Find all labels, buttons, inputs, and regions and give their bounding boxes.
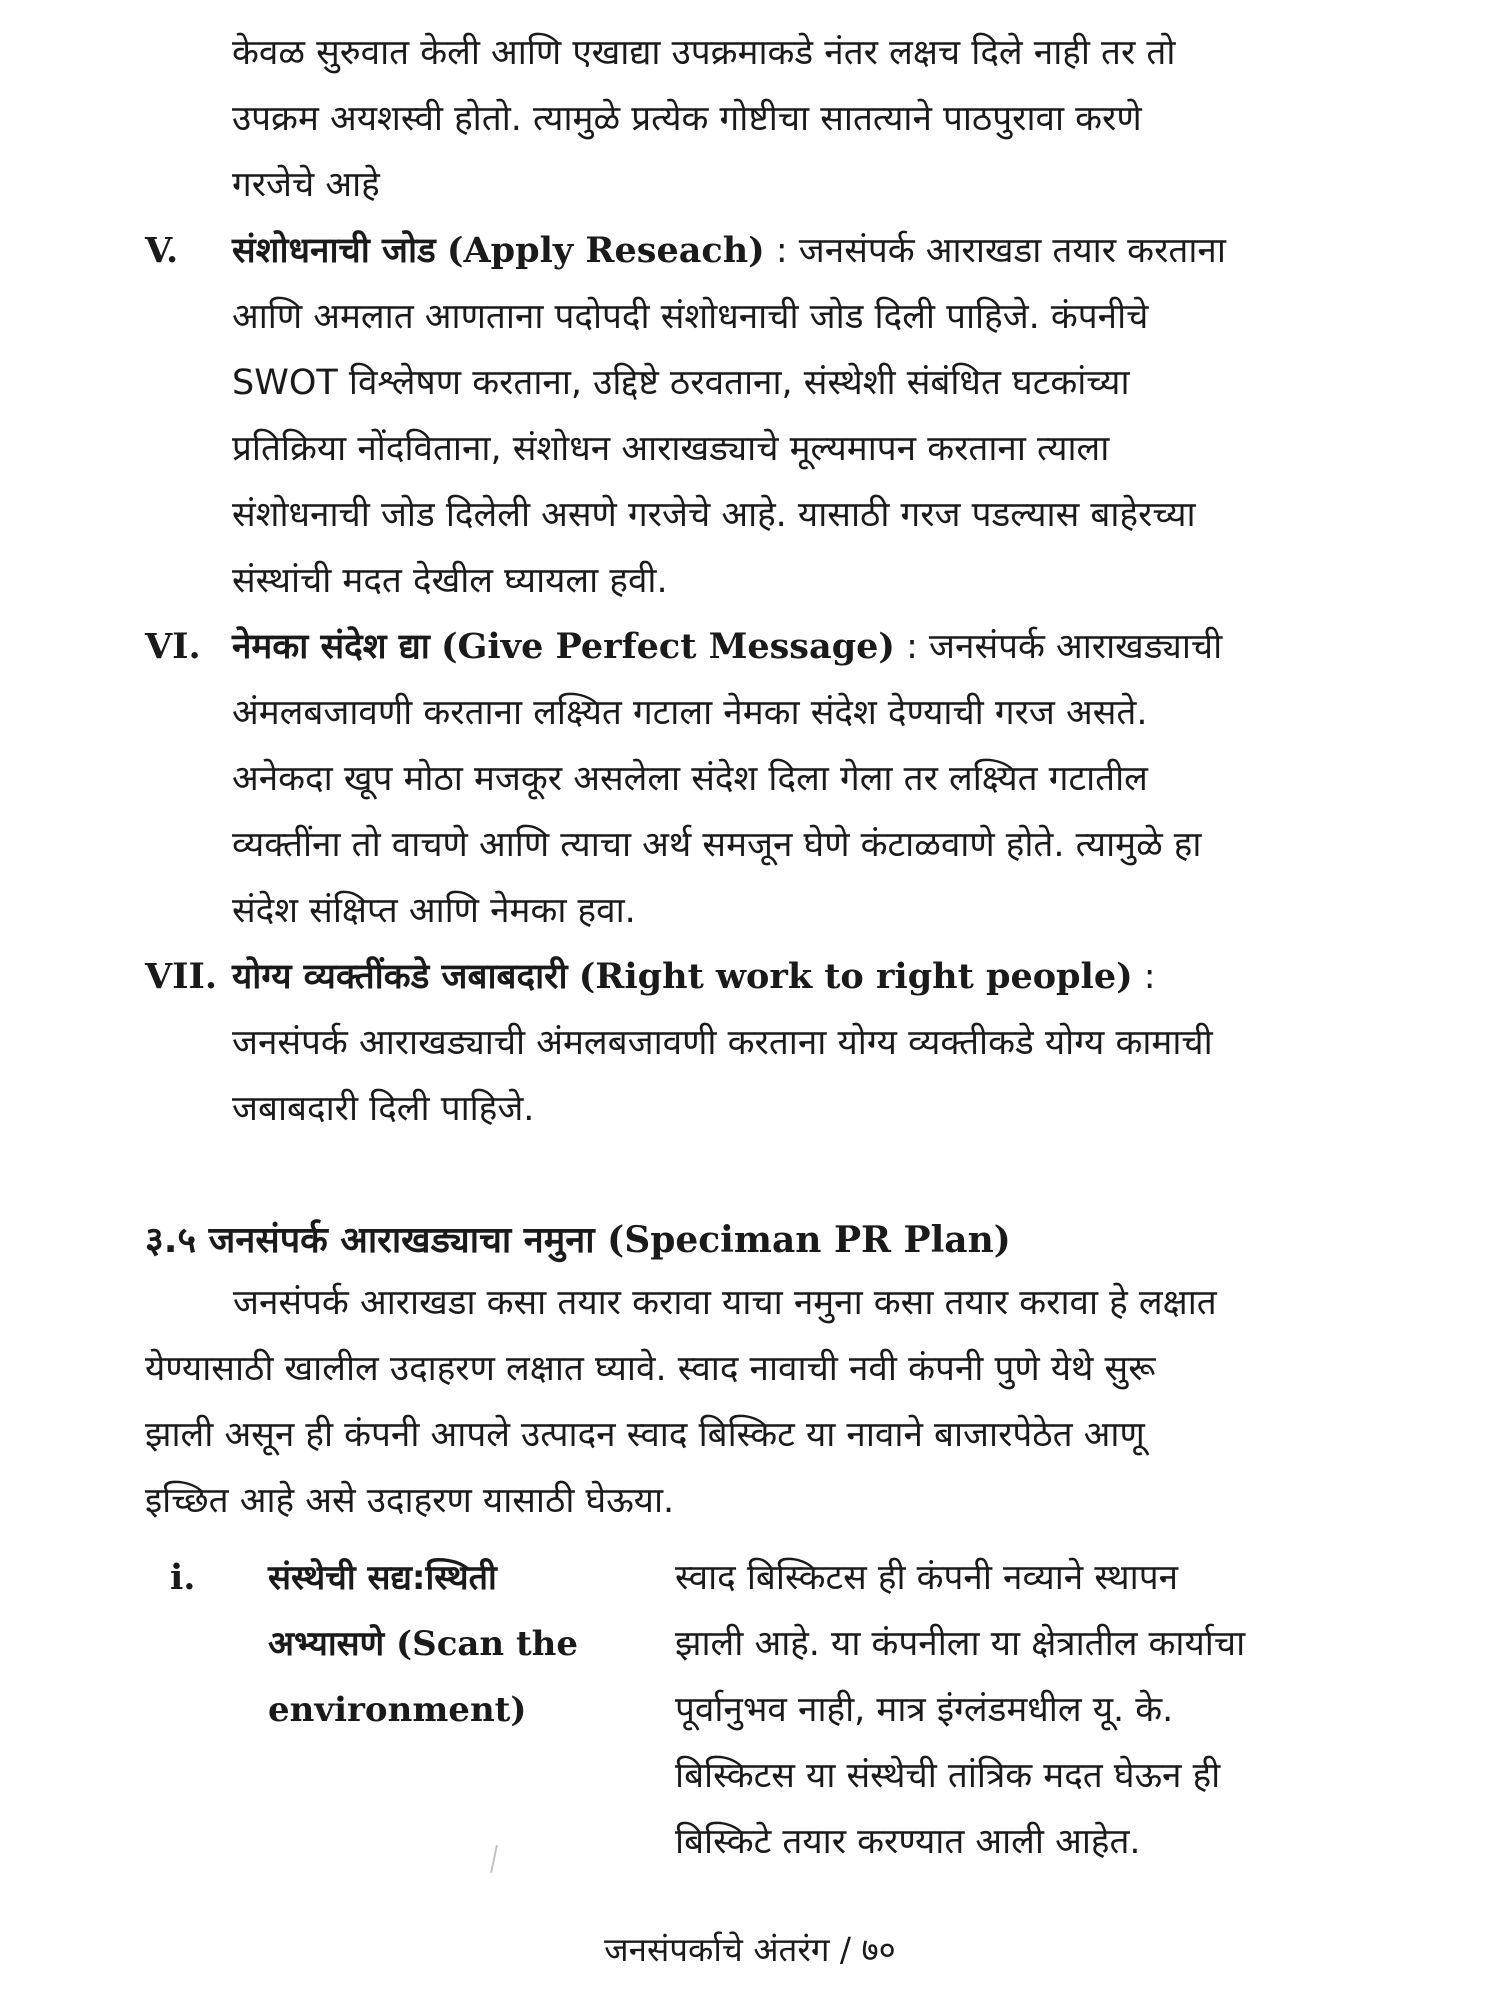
item-line: जनसंपर्क आराखड्याची अंमलबजावणी करताना योग्य व्यक्तीकडे योग्य कामाची [232,1023,1213,1063]
intro-paragraph [232,20,1352,218]
item-numeral: VII. [145,956,218,997]
row-desc-line: पूर्वानुभव नाही, मात्र इंग्लंडमधील यू. के. [675,1690,1174,1730]
item-line: संस्थांची मदत देखील घ्यायला हवी. [232,561,668,601]
row-label-line: संस्थेची सद्य:स्थिती [268,1558,497,1598]
item-first-line-rest: : जनसंपर्क आराखडा तयार करताना [775,231,1226,271]
item-line: आणि अमलात आणताना पदोपदी संशोधनाची जोड दिली पाहिजे. कंपनीचे [232,297,1149,337]
item-line: संशोधनाची जोड दिलेली असणे गरजेचे आहे. यासाठी गरज पडल्यास बाहेरच्या [232,495,1196,535]
item-body [232,614,1357,944]
specimen-line: जनसंपर्क आराखडा कसा तयार करावा याचा नमुना कसा तयार करावा हे लक्षात [233,1283,1217,1323]
item-first-line-rest: : जनसंपर्क आराखड्याची [906,627,1223,667]
item-line: SWOT विश्लेषण करताना, उद्दिष्टे ठरवताना, संस्थेशी संबंधित घटकांच्या [232,363,1130,403]
row-desc-line: स्वाद बिस्किटस ही कंपनी नव्याने स्थापन [675,1558,1178,1598]
section-title-english: (Speciman PR Plan) [607,1219,1011,1261]
row-numeral: i. [170,1557,196,1598]
item-first-line [232,614,1357,680]
intro-line: केवळ सुरुवात केली आणि एखाद्या उपक्रमाकडे नंतर लक्षच दिले नाही तर तो [232,33,1176,73]
item-title-marathi: नेमका संदेश द्या [232,627,430,667]
row-label [268,1545,648,1743]
item-line: प्रतिक्रिया नोंदविताना, संशोधन आराखड्याचे मूल्यमापन करताना त्याला [232,429,1110,469]
item-numeral: V. [145,230,179,271]
specimen-paragraph [145,1270,1355,1534]
item-title-marathi: संशोधनाची जोड [232,231,436,271]
row-desc-line: बिस्किटस या संस्थेची तांत्रिक मदत घेऊन ही [675,1756,1221,1796]
item-line: अंमलबजावणी करताना लक्ष्यित गटाला नेमका संदेश देण्याची गरज असते. [232,693,1148,733]
item-first-line-rest: : [1143,957,1156,997]
row-description [675,1545,1365,1875]
item-line: जबाबदारी दिली पाहिजे. [232,1089,535,1129]
item-line: संदेश संक्षिप्त आणि नेमका हवा. [232,891,636,931]
item-title-english: (Apply Reseach) [446,230,765,271]
intro-line: गरजेचे आहे [232,165,380,205]
item-body [232,218,1357,614]
specimen-line: इच्छित आहे असे उदाहरण यासाठी घेऊया. [145,1481,675,1521]
item-body [232,944,1357,1142]
item-line: अनेकदा खूप मोठा मजकूर असलेला संदेश दिला गेला तर लक्ष्यित गटातील [232,759,1148,799]
page-footer: जनसंपर्काचे अंतरंग / ७० [604,1930,896,1969]
item-first-line [232,944,1357,1010]
item-title-marathi: योग्य व्यक्तींकडे जबाबदारी [232,957,568,997]
specimen-line: झाली असून ही कंपनी आपले उत्पादन स्वाद बिस्किट या नावाने बाजारपेठेत आणू [145,1415,1145,1455]
intro-line: उपक्रम अयशस्वी होतो. त्यामुळे प्रत्येक गोष्टीचा सातत्याने पाठपुरावा करणे [232,99,1142,139]
row-label-line: अभ्यासणे (Scan the [268,1624,579,1664]
row-label-line: environment) [268,1690,527,1730]
row-desc-line: बिस्किटे तयार करण्यात आली आहेत. [675,1822,1141,1862]
stray-pencil-mark [490,1845,498,1873]
item-line: व्यक्तींना तो वाचणे आणि त्याचा अर्थ समजून घेणे कंटाळवाणे होते. त्यामुळे हा [232,825,1202,865]
section-heading [145,1210,1011,1271]
section-number: ३.५ [145,1220,197,1261]
item-title-english: (Give Perfect Message) [440,626,895,667]
item-numeral: VI. [145,626,201,667]
specimen-line: येण्यासाठी खालील उदाहरण लक्षात घ्यावे. स्वाद नावाची नवी कंपनी पुणे येथे सुरू [145,1349,1156,1389]
section-title-marathi: जनसंपर्क आराखड्याचा नमुना [208,1220,595,1261]
item-first-line [232,218,1357,284]
row-desc-line: झाली आहे. या कंपनीला या क्षेत्रातील कार्याचा [675,1624,1246,1664]
item-title-english: (Right work to right people) [578,956,1133,997]
plan-table-row [170,1545,1370,1862]
